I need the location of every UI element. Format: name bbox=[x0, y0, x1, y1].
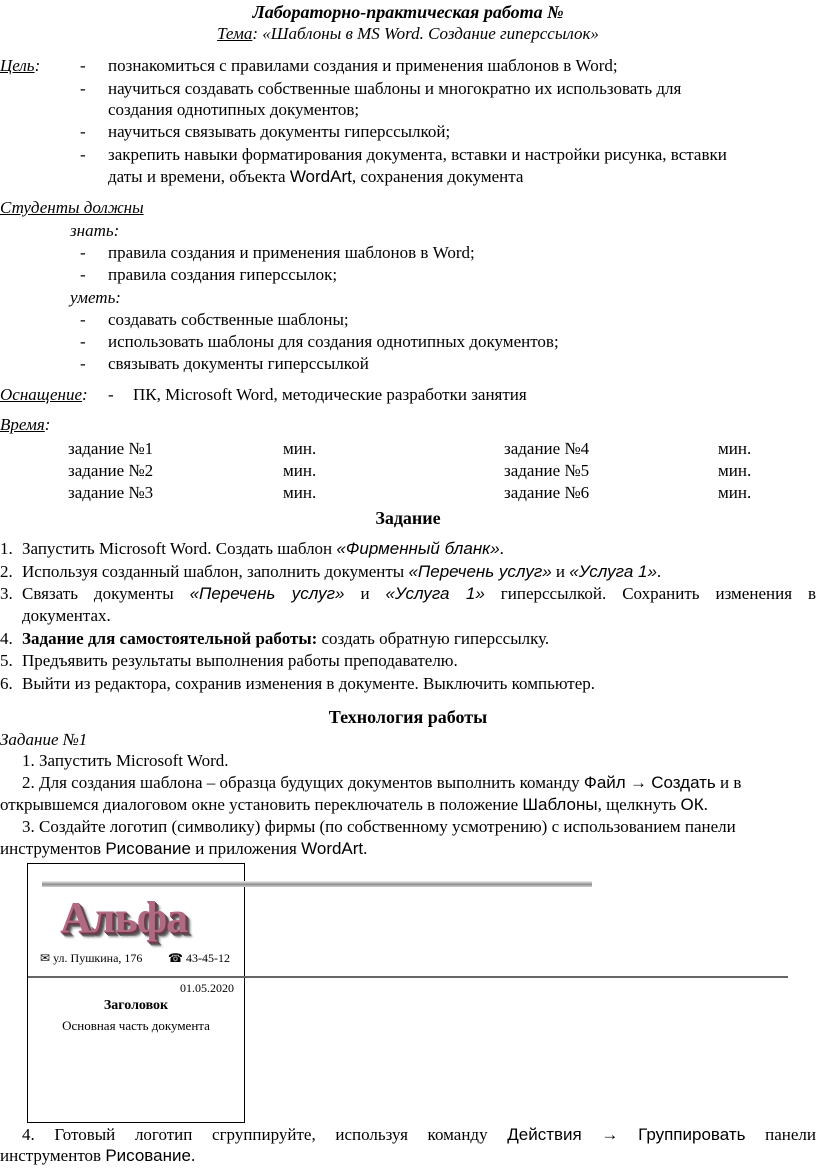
topic-label: Тема bbox=[217, 24, 253, 43]
menu-term: Группировать bbox=[638, 1125, 746, 1144]
goal-item-cont bbox=[108, 167, 523, 187]
address-line bbox=[40, 951, 142, 966]
task-num: 5. bbox=[0, 651, 13, 670]
letterhead-figure bbox=[27, 863, 245, 1123]
time-task: задание №2 bbox=[68, 461, 154, 480]
envelope-icon: ✉ bbox=[40, 951, 51, 965]
tech-text: инструментов bbox=[0, 1146, 106, 1165]
task-item-cont: документах. bbox=[22, 606, 111, 625]
students-label: Студенты должны bbox=[0, 198, 144, 217]
bullet: - bbox=[80, 56, 86, 75]
goal-item: научиться создавать собственные шаблоны и многократно их использовать для bbox=[108, 79, 682, 98]
goal-label-line bbox=[0, 56, 40, 76]
tech-text: и в bbox=[715, 773, 742, 792]
task-text: Используя созданный шаблон, заполнить документы bbox=[22, 562, 409, 581]
phone-text: 43-45-12 bbox=[185, 951, 230, 965]
menu-term: Рисование bbox=[105, 1146, 191, 1165]
time-min: мин. bbox=[283, 439, 317, 458]
menu-term: Файл bbox=[583, 773, 626, 792]
task-heading: Задание bbox=[375, 508, 441, 528]
tech-text: 2. Для создания шаблона – образца будущих документов выполнить команду bbox=[22, 773, 584, 792]
time-min: мин. bbox=[718, 461, 752, 480]
menu-term: Действия bbox=[507, 1125, 582, 1144]
letterhead-top-bar bbox=[42, 881, 592, 887]
time-min: мин. bbox=[718, 483, 752, 502]
goal-colon: : bbox=[34, 56, 41, 75]
time-task: задание №6 bbox=[504, 483, 590, 502]
task-num: 4. bbox=[0, 629, 13, 648]
phone-icon: ☎ bbox=[168, 951, 183, 965]
know-label: знать: bbox=[70, 221, 120, 240]
tech-step-cont bbox=[0, 795, 708, 815]
know-item: правила создания гиперссылок; bbox=[108, 265, 338, 284]
menu-term: ОК bbox=[680, 795, 704, 814]
arrow: → bbox=[581, 1125, 639, 1144]
bullet: - bbox=[80, 145, 86, 164]
tech-text: . bbox=[363, 839, 368, 858]
goal-item: познакомиться с правилами создания и применения шаблонов в Word; bbox=[108, 56, 618, 75]
time-min: мин. bbox=[718, 439, 752, 458]
task-item bbox=[22, 562, 661, 582]
goal-text: даты и времени, объекта bbox=[108, 167, 286, 186]
tech-text: . bbox=[703, 795, 708, 814]
goal-item: закрепить навыки форматирования документа, вставки и настройки рисунка, вставки bbox=[108, 145, 727, 164]
time-label-line bbox=[0, 415, 50, 435]
bullet: - bbox=[80, 310, 86, 329]
task-num: 3. bbox=[0, 584, 13, 603]
tech-text: открывшемся диалоговом окне установить переключатель в положение bbox=[0, 795, 523, 814]
can-item: создавать собственные шаблоны; bbox=[108, 310, 349, 329]
document-title: Лабораторно-практическая работа № bbox=[252, 2, 564, 22]
tech-step-cont bbox=[0, 839, 367, 859]
task-text: Связать документы bbox=[22, 584, 190, 603]
task-num: 6. bbox=[0, 674, 13, 693]
tech-step-cont bbox=[0, 1146, 195, 1166]
task-text: . bbox=[499, 539, 504, 558]
equipment-label: Оснащение bbox=[0, 385, 83, 404]
task-item bbox=[22, 584, 816, 604]
wordart-term: WordArt bbox=[289, 167, 352, 186]
bullet: - bbox=[80, 354, 86, 373]
task-text: . bbox=[656, 562, 662, 581]
task-text: и bbox=[344, 584, 386, 603]
address-text: ул. Пушкина, 176 bbox=[53, 951, 143, 965]
task-item: Предъявить результаты выполнения работы преподавателю. bbox=[22, 651, 458, 670]
equipment-line bbox=[0, 385, 88, 405]
doc-name: «Услуга 1» bbox=[569, 562, 657, 581]
can-item: использовать шаблоны для создания однотипных документов; bbox=[108, 332, 559, 351]
doc-body: Основная часть документа bbox=[62, 1018, 210, 1033]
time-task: задание №5 bbox=[504, 461, 590, 480]
tech-text: панели bbox=[745, 1125, 816, 1144]
tech-step bbox=[22, 773, 741, 793]
letterhead-divider bbox=[28, 976, 788, 978]
time-task: задание №4 bbox=[504, 439, 590, 458]
tech-step: 1. Запустить Microsoft Word. bbox=[22, 751, 229, 770]
bullet: - bbox=[80, 243, 86, 262]
tech-text: 4. Готовый логотип сгруппируйте, используя команду bbox=[22, 1125, 508, 1144]
arrow: → bbox=[625, 773, 652, 792]
doc-name: «Перечень услуг» bbox=[408, 562, 552, 581]
task-num: 2. bbox=[0, 562, 13, 581]
tech-text: инструментов bbox=[0, 839, 106, 858]
topic-line bbox=[0, 24, 816, 44]
time-min: мин. bbox=[283, 461, 317, 480]
phone-line bbox=[168, 951, 230, 966]
time-min: мин. bbox=[283, 483, 317, 502]
menu-term: Создать bbox=[651, 773, 716, 792]
doc-name: «Услуга 1» bbox=[385, 584, 485, 603]
topic-text: : «Шаблоны в MS Word. Создание гиперссылок» bbox=[252, 24, 599, 43]
task-item: Выйти из редактора, сохранив изменения в документе. Выключить компьютер. bbox=[22, 674, 596, 693]
task-item bbox=[22, 629, 549, 649]
bullet: - bbox=[80, 79, 86, 98]
doc-name: «Перечень услуг» bbox=[189, 584, 345, 603]
template-name: «Фирменный бланк» bbox=[336, 539, 500, 558]
task-text: создать обратную гиперссылку. bbox=[317, 629, 550, 648]
menu-term: Шаблоны bbox=[522, 795, 598, 814]
equipment-colon: : bbox=[82, 385, 88, 404]
bullet: - bbox=[80, 265, 86, 284]
task-item bbox=[22, 539, 504, 559]
tech-text: , щелкнуть bbox=[597, 795, 681, 814]
tech-text: . bbox=[190, 1146, 196, 1165]
tech-step bbox=[22, 1125, 816, 1145]
equipment-text: ПК, Microsoft Word, методические разработки занятия bbox=[133, 385, 527, 404]
tech-step: 3. Создайте логотип (символику) фирмы (по собственному усмотрению) с использованием панели bbox=[22, 817, 736, 836]
tech-text: и приложения bbox=[190, 839, 302, 858]
goal-item-cont: создания однотипных документов; bbox=[108, 100, 360, 119]
can-item: связывать документы гиперссылкой bbox=[108, 354, 369, 373]
bullet: - bbox=[80, 332, 86, 351]
task-text: Запустить Microsoft Word. Создать шаблон bbox=[22, 539, 337, 558]
menu-term: WordArt bbox=[301, 839, 364, 858]
goal-label: Цель bbox=[0, 56, 35, 75]
time-task: задание №1 bbox=[68, 439, 154, 458]
tech-task-label: Задание №1 bbox=[0, 730, 88, 749]
equipment-dash: - bbox=[108, 385, 114, 404]
company-logo: Альфа bbox=[60, 893, 188, 942]
goal-item: научиться связывать документы гиперссылкой; bbox=[108, 122, 451, 141]
doc-date: 01.05.2020 bbox=[180, 981, 234, 995]
doc-heading: Заголовок bbox=[103, 998, 169, 1013]
self-work-label: Задание для самостоятельной работы: bbox=[22, 629, 318, 648]
menu-term: Рисование bbox=[105, 839, 191, 858]
time-colon: : bbox=[44, 415, 51, 434]
know-item: правила создания и применения шаблонов в Word; bbox=[108, 243, 475, 262]
task-num: 1. bbox=[0, 539, 13, 558]
can-label: уметь: bbox=[70, 288, 121, 307]
tech-heading: Технология работы bbox=[328, 707, 488, 727]
goal-text-end: , сохранения документа bbox=[351, 167, 524, 186]
time-task: задание №3 bbox=[68, 483, 154, 502]
time-label: Время bbox=[0, 415, 45, 434]
bullet: - bbox=[80, 122, 86, 141]
task-text: и bbox=[551, 562, 570, 581]
task-text: гиперссылкой. Сохранить изменения в bbox=[484, 584, 816, 603]
